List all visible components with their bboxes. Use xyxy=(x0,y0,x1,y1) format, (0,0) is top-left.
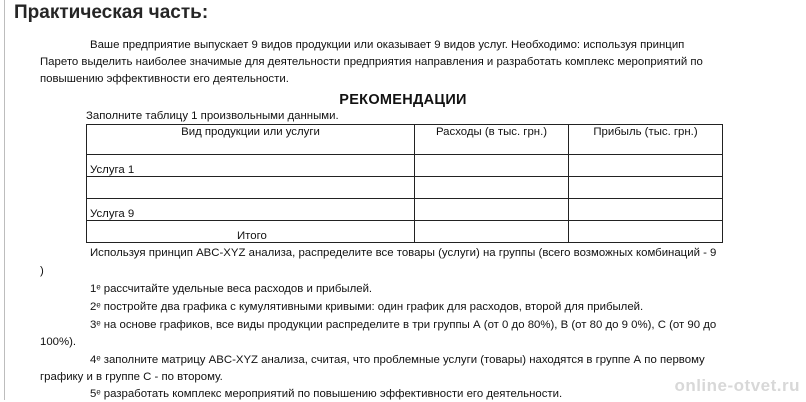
header-expenses: Расходы (в тыс. грн.) xyxy=(415,125,569,155)
step-1: 1ᵉ рассчитайте удельные веса расходов и прибылей. xyxy=(90,283,373,295)
intro-line-3: повышению эффективности его деятельности. xyxy=(40,73,289,85)
row-2-expenses xyxy=(415,177,569,199)
step-5: 5ᵉ разработать комплекс мероприятий по повышению эффективности его деятельности. xyxy=(90,388,563,400)
step-4-line-1: 4ᵉ заполните матрицу ABC-XYZ анализа, считая, что проблемные услуги (товары) находятся в группе А по первому xyxy=(90,354,705,366)
intro-line-1: Ваше предприятие выпускает 9 видов продукции или оказывает 9 видов услуг. Необходимо: используя принцип xyxy=(90,39,685,51)
section-heading: Практическая часть: xyxy=(14,2,209,23)
row-3-profit xyxy=(569,199,723,221)
table-note: Заполните таблицу 1 произвольными данными. xyxy=(86,110,339,122)
row-2-profit xyxy=(569,177,723,199)
total-expenses xyxy=(415,221,569,243)
recommendations-title: РЕКОМЕНДАЦИИ xyxy=(339,92,467,108)
header-product: Вид продукции или услуги xyxy=(87,125,415,155)
total-label: Итого xyxy=(87,221,415,243)
site-watermark: online-otvet.ru xyxy=(674,376,800,395)
row-3-expenses xyxy=(415,199,569,221)
table-header-row xyxy=(87,125,723,155)
table-total-row xyxy=(87,221,723,243)
step-2: 2ᵉ постройте два графика с кумулятивными кривыми: один график для расходов, второй для прибылей. xyxy=(90,301,644,313)
header-profit: Прибыль (тыс. грн.) xyxy=(569,125,723,155)
row-3-product: Услуга 9 xyxy=(87,199,415,221)
table-row xyxy=(87,155,723,177)
abc-intro-line-1: Используя принцип ABC-XYZ анализа, распределите все товары (услуги) на группы (всего возможных комбинаций - 9 xyxy=(90,247,717,259)
row-1-expenses xyxy=(415,155,569,177)
abc-intro-line-2: ) xyxy=(40,265,44,277)
intro-line-2: Парето выделить наиболее значимые для деятельности предприятия направления и разработать комплекс мероприятий по xyxy=(40,56,703,68)
step-3-line-1: 3ᵉ на основе графиков, все виды продукции распределите в три группы А (от 0 до 80%), В (от 80 до 9 0%), С (от 90 до xyxy=(90,319,717,331)
row-1-product: Услуга 1 xyxy=(87,155,415,177)
row-2-product xyxy=(87,177,415,199)
table-row xyxy=(87,177,723,199)
row-1-profit xyxy=(569,155,723,177)
step-3-line-2: 100%). xyxy=(40,336,77,348)
page-left-border xyxy=(4,0,5,400)
total-profit xyxy=(569,221,723,243)
table-row xyxy=(87,199,723,221)
data-table xyxy=(86,124,723,243)
step-4-line-2: графику и в группе С - по второму. xyxy=(40,371,223,383)
